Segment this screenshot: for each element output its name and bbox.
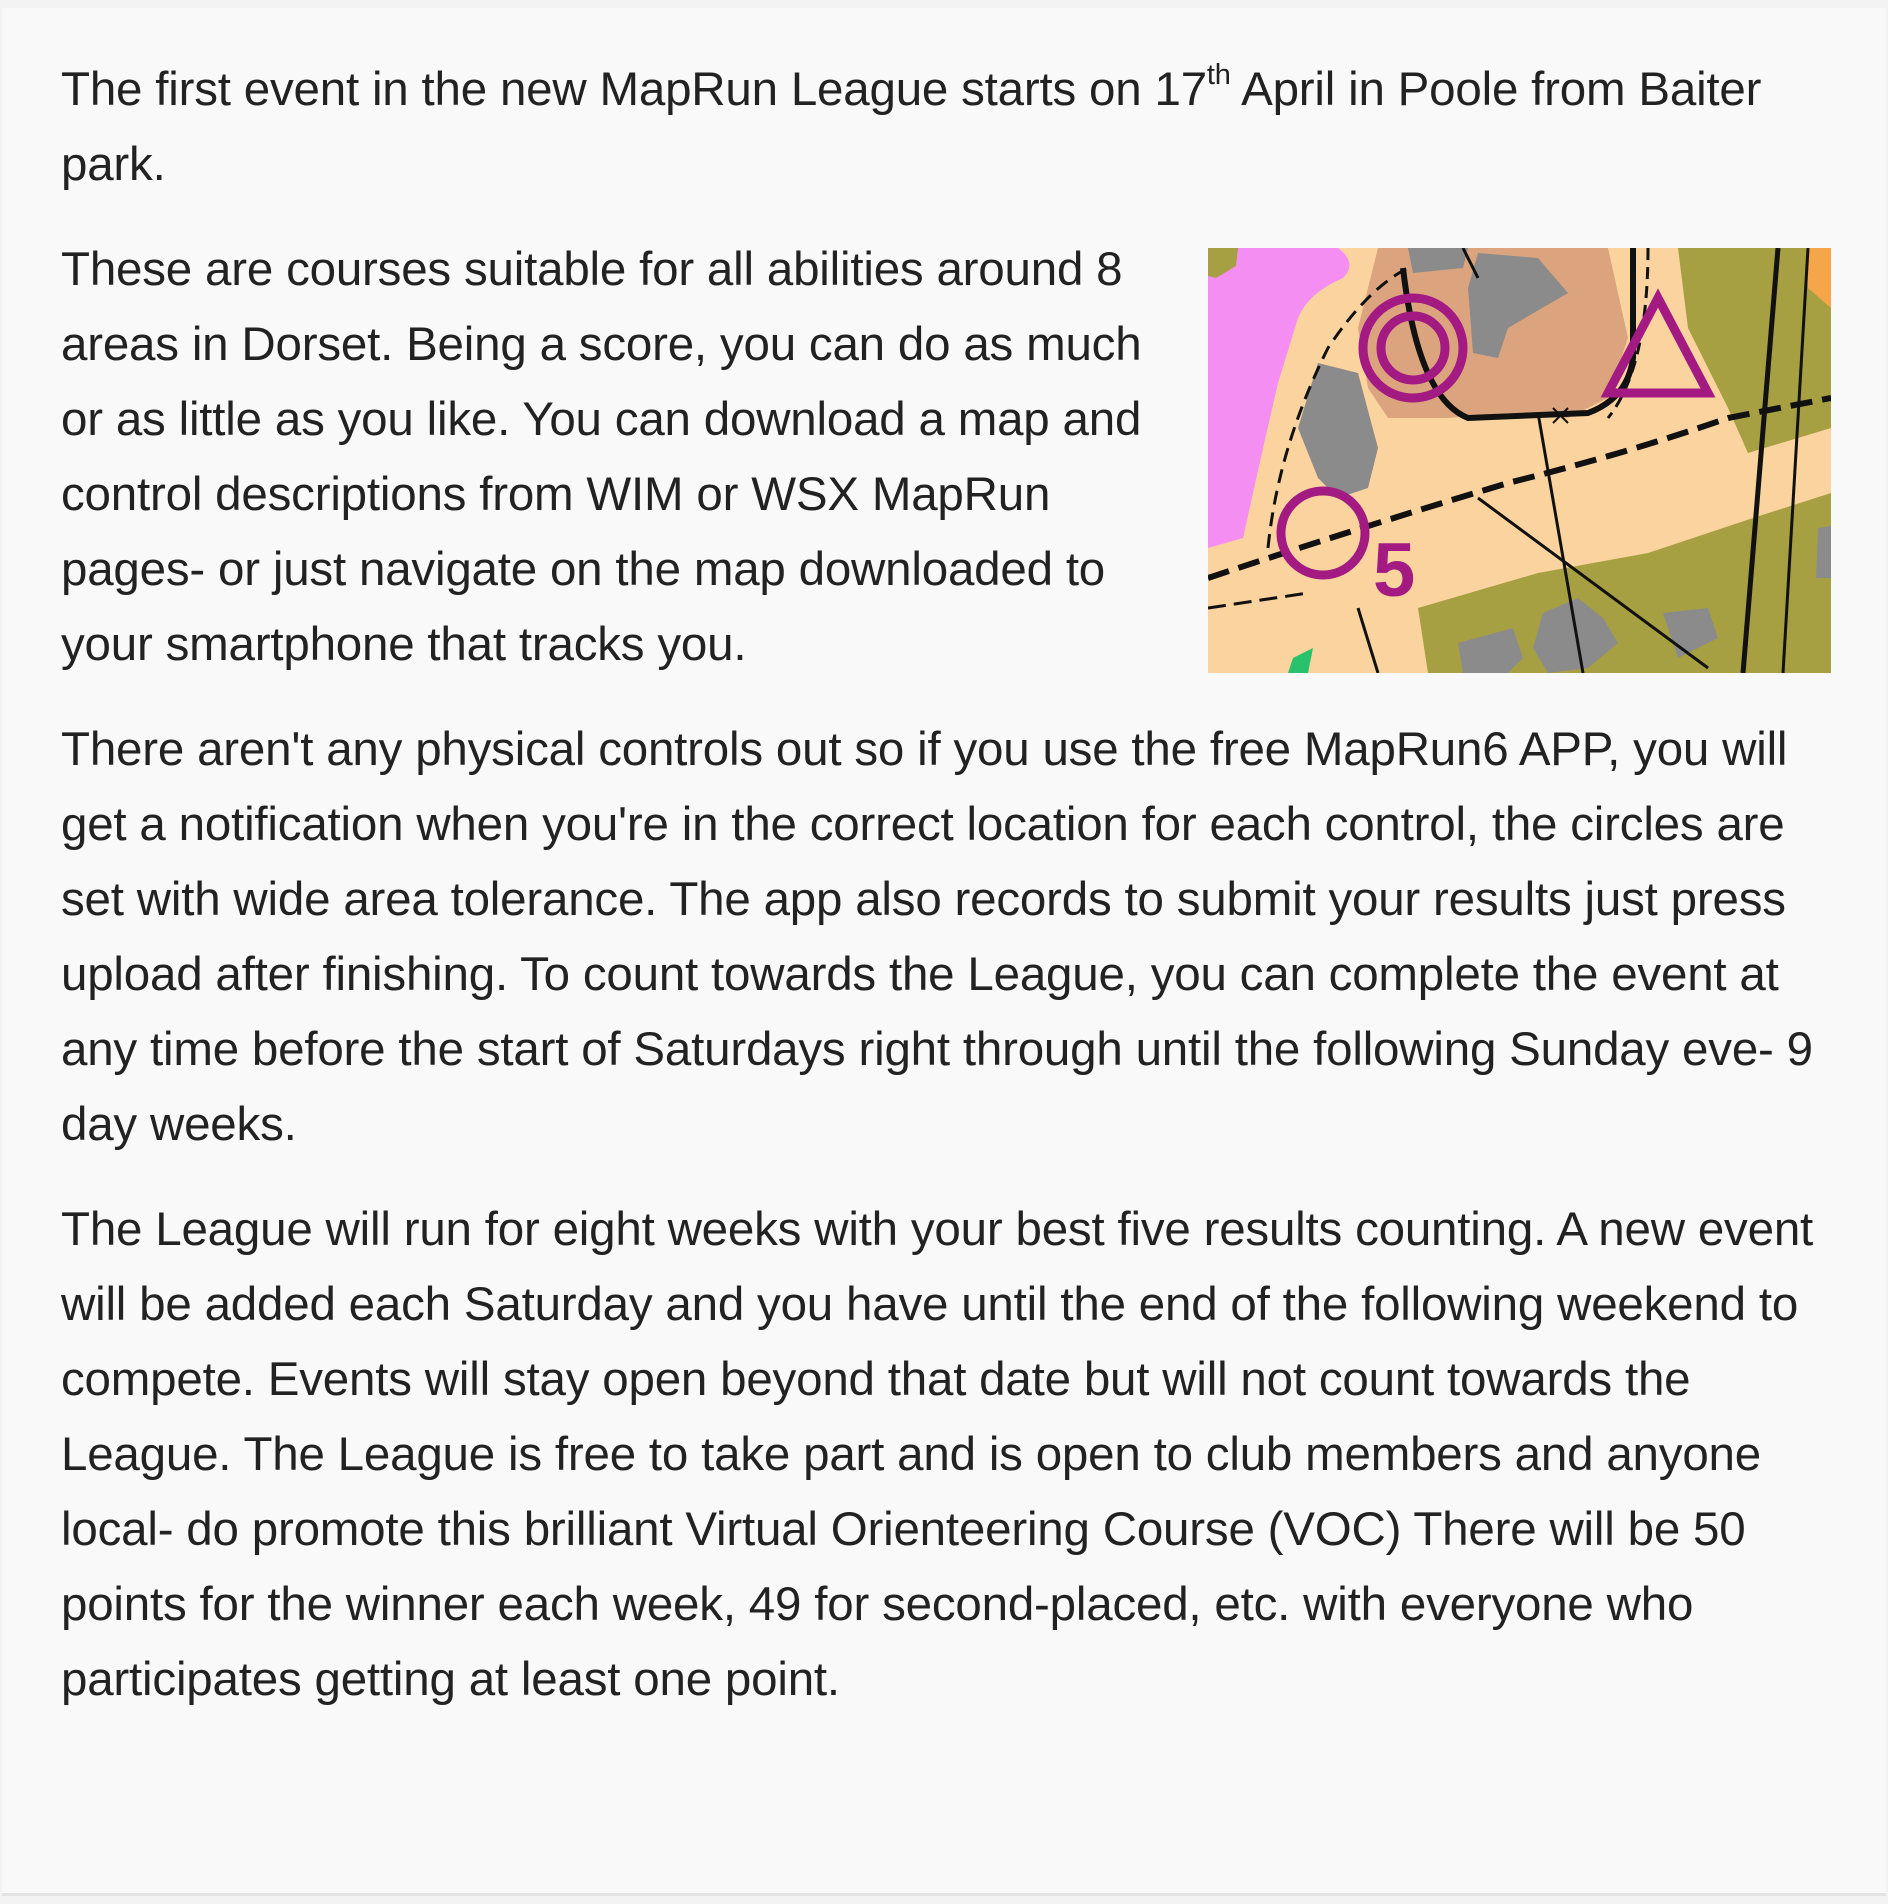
- ordinal-suffix: th: [1206, 59, 1231, 92]
- league-paragraph: The League will run for eight weeks with your best five results counting. A new event will be added each Saturday and you have until the end of the following weekend to compete. Events will stay open beyond that date but will not count towards the League. The League is free to take part and is open to club members and anyone local- do promote this brilliant Virtual Orienteering Course (VOC) There will be 50 points for the winner each week, 49 for second-placed, etc. with everyone who participates getting at least one point.: [61, 1203, 1814, 1706]
- article-body: [61, 52, 1831, 1717]
- content-panel: [2, 8, 1886, 1896]
- intro-paragraph: [61, 52, 1831, 202]
- intro-text-end: April in Poole from Baiter park.: [61, 63, 1762, 191]
- intro-text: The first event in the new MapRun League starts on 17: [61, 63, 1207, 116]
- orienteering-map-image: [1208, 248, 1831, 673]
- app-paragraph: There aren't any physical controls out so if you use the free MapRun6 APP, you will get a notification when you're in the correct location for each control, the circles are set with wide area tolerance. The app also records to submit your results just press upload after finishing. To count towards the League, you can complete the event at any time before the start of Saturdays right through until the following Sunday eve- 9 day weeks.: [61, 723, 1813, 1151]
- control-number-label: 5: [1373, 528, 1416, 613]
- courses-paragraph: These are courses suitable for all abilities around 8 areas in Dorset. Being a score, you can do as much or as little as you like. You can download a map and control descriptions from WIM or WSX MapRun pages- or just navigate on the map downloaded to your smartphone that tracks you.: [61, 243, 1142, 671]
